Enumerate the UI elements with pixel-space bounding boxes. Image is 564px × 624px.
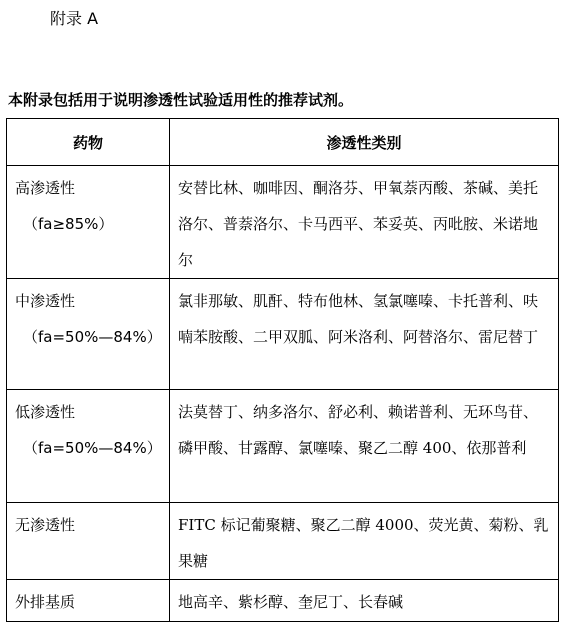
category-cell (7, 580, 170, 622)
table-header-row (7, 119, 559, 166)
drug-list: 地高辛、紫杉醇、奎尼丁、长春碱 (170, 580, 559, 622)
category-label: 无渗透性 (15, 516, 76, 534)
category-cell (7, 390, 170, 503)
table-row (7, 503, 559, 580)
table-row (7, 390, 559, 503)
category-cell (7, 279, 170, 390)
drug-list: 安替比林、咖啡因、酮洛芬、甲氧萘丙酸、茶碱、美托洛尔、普萘洛尔、卡马西平、苯妥英、丙吡胺、米诺地尔 (170, 166, 559, 279)
table-row (7, 279, 559, 390)
category-label: 低渗透性 (15, 403, 76, 421)
drug-list: 氯非那敏、肌酐、特布他林、氢氯噻嗪、卡托普利、呋喃苯胺酸、二甲双胍、阿米洛利、阿替洛尔、雷尼替丁 (170, 279, 559, 390)
category-range: （fa≥85%） (23, 215, 114, 233)
category-cell (7, 503, 170, 580)
reagent-table (6, 118, 559, 622)
header-drug: 药物 (7, 119, 170, 166)
intro-paragraph: 本附录包括用于说明渗透性试验适用性的推荐试剂。 (8, 91, 354, 109)
drug-list: FITC 标记葡聚糖、聚乙二醇 4000、荧光黄、菊粉、乳果糖 (170, 503, 559, 580)
category-cell (7, 166, 170, 279)
table-row (7, 580, 559, 622)
drug-list: 法莫替丁、纳多洛尔、舒必利、赖诺普利、无环鸟苷、磷甲酸、甘露醇、氯噻嗪、聚乙二醇 400、依那普利 (170, 390, 559, 503)
category-label: 外排基质 (15, 593, 76, 611)
appendix-title: 附录 A (50, 9, 99, 28)
table-row (7, 166, 559, 279)
category-range: （fa=50%—84%） (23, 439, 162, 457)
category-label: 中渗透性 (15, 292, 76, 310)
header-category: 渗透性类别 (170, 119, 559, 166)
category-label: 高渗透性 (15, 179, 76, 197)
category-range: （fa=50%—84%） (23, 328, 162, 346)
